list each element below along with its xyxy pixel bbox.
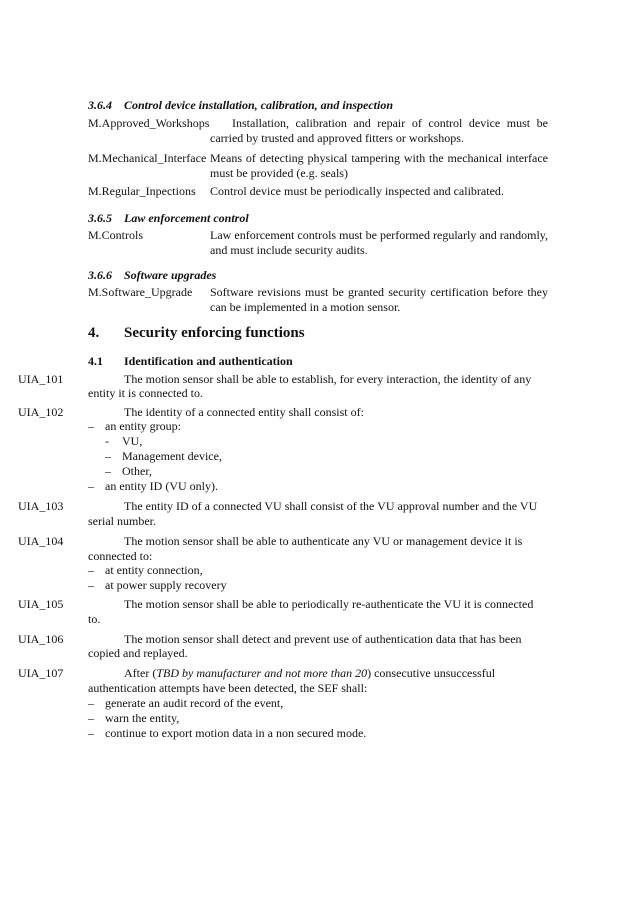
assumption-label: M.Mechanical_Interface	[88, 151, 207, 165]
requirement-text: The entity ID of a connected VU shall consist of the VU approval number and the VU	[124, 499, 538, 513]
requirement-text: After (TBD by manufacturer and not more than 20) consecutive unsuccessful	[124, 666, 496, 680]
requirement-text-cont: copied and replayed.	[88, 646, 188, 660]
section-3-6-6-heading: 3.6.6 Software upgrades	[88, 268, 217, 282]
section-4-heading: 4. Security enforcing functions	[88, 325, 305, 341]
section-3-6-4-heading: 3.6.4 Control device installation, calibration, and inspection	[88, 98, 394, 112]
requirement-id: UIA_101	[18, 372, 64, 386]
requirement-text: The motion sensor shall be able to authenticate any VU or management device it is	[124, 534, 523, 548]
section-4-1-heading: 4.1 Identification and authentication	[88, 354, 293, 368]
requirement-text-cont: authentication attempts have been detected, the SEF shall:	[88, 681, 368, 695]
requirement-text: The identity of a connected entity shall consist of:	[124, 405, 364, 419]
section-3-6-5-heading: 3.6.5 Law enforcement control	[88, 211, 249, 225]
requirement-id: UIA_107	[18, 666, 64, 680]
requirement-id: UIA_106	[18, 632, 64, 646]
requirement-text-cont: entity it is connected to.	[88, 386, 203, 400]
requirement-text: The motion sensor shall be able to periodically re-authenticate the VU it is connected	[124, 597, 534, 611]
requirement-text: The motion sensor shall be able to establish, for every interaction, the identity of any	[124, 372, 532, 386]
requirement-id: UIA_102	[18, 405, 64, 419]
requirement-text-cont: connected to:	[88, 549, 153, 563]
assumption-label: M.Controls	[88, 228, 144, 242]
requirement-id: UIA_103	[18, 499, 64, 513]
assumption-label: M.Approved_Workshops	[88, 116, 210, 130]
requirement-id: UIA_105	[18, 597, 64, 611]
assumption-desc: Means of detecting physical tampering with the mechanical interface must be provided (e.g. seals)	[210, 151, 548, 180]
list-item: – Management device,	[105, 449, 222, 463]
assumption-desc: Law enforcement controls must be performed regularly and randomly, and must include security audits.	[210, 228, 548, 257]
requirement-text-cont: serial number.	[88, 514, 156, 528]
list-item: – generate an audit record of the event,	[88, 696, 284, 710]
assumption-desc: Installation, calibration and repair of control device must be carried by trusted and approved fitters or workshops.	[210, 116, 548, 145]
requirement-text-cont: to.	[88, 612, 101, 626]
assumption-label: M.Regular_Inpections	[88, 184, 196, 198]
list-item: – at power supply recovery	[88, 578, 227, 592]
assumption-desc: Control device must be periodically inspected and calibrated.	[210, 184, 504, 198]
list-item: - VU,	[105, 434, 143, 448]
list-item: – an entity ID (VU only).	[88, 479, 218, 493]
list-item: – at entity connection,	[88, 563, 203, 577]
list-item: – Other,	[105, 464, 152, 478]
assumption-label: M.Software_Upgrade	[88, 285, 193, 299]
assumption-desc: Software revisions must be granted security certification before they can be implemented in a motion sensor.	[210, 285, 548, 314]
list-item: – continue to export motion data in a non secured mode.	[88, 726, 367, 740]
requirement-text: The motion sensor shall detect and prevent use of authentication data that has been	[124, 632, 522, 646]
tbd-note: TBD by manufacturer and not more than 20	[156, 666, 368, 680]
requirement-id: UIA_104	[18, 534, 64, 548]
list-item: – warn the entity,	[88, 711, 180, 725]
list-item: – an entity group:	[88, 419, 181, 433]
